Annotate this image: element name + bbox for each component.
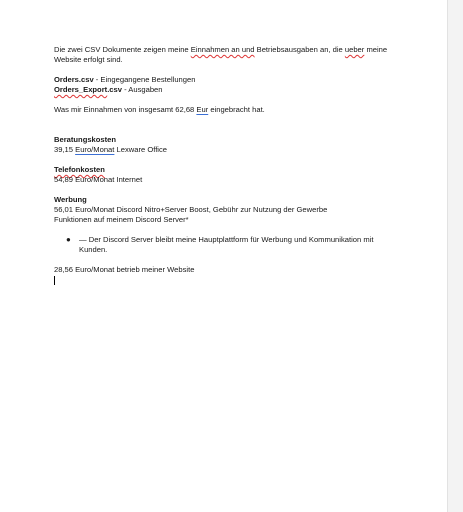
orders-file-name: Orders.csv (54, 75, 94, 84)
consulting-unit: Euro/Monat (75, 145, 115, 154)
export-file-desc: - Ausgaben (121, 85, 163, 94)
phone-heading: Telefonkosten (54, 165, 105, 174)
side-gutter (447, 0, 463, 512)
orders-file-desc: - Eingegangene Bestellungen (93, 75, 196, 84)
export-file-name: Orders_Export (54, 85, 108, 94)
consulting-heading: Beratungskosten (54, 135, 117, 144)
intro-text-3: meine Website erfolgt sind. (54, 45, 388, 64)
consulting-amount: 39,15 (54, 145, 76, 154)
income-text-2: eingebracht hat. (208, 105, 265, 114)
text-cursor (54, 276, 55, 285)
consulting-desc: Lexware Office (114, 145, 168, 154)
income-paragraph (54, 105, 404, 115)
document-body[interactable] (54, 45, 404, 285)
bullet-icon: ● (66, 235, 71, 244)
intro-text-2: Betriebsausgaben an, die (254, 45, 345, 54)
intro-paragraph (54, 45, 404, 65)
intro-text-1: Die zwei CSV Dokumente zeigen meine (54, 45, 191, 54)
export-file-line (54, 85, 404, 95)
website-line: 28,56 Euro/Monat betrieb meiner Website (54, 265, 195, 274)
income-text-1: Was mir Einnahmen von insgesamt 62,68 (54, 105, 197, 114)
phone-line: 54,89 Euro/Monat Internet (54, 175, 143, 184)
income-currency-word: Eur (196, 105, 209, 114)
advertising-bullet-text: — Der Discord Server bleibt meine Hauptplattform für Werbung und Kommunikation mit Kunden. (79, 235, 374, 254)
intro-spellcheck-phrase: Einnahmen an und (190, 45, 255, 54)
export-file-ext: .csv (107, 85, 122, 94)
orders-file-line (54, 75, 404, 85)
advertising-line: 56,01 Euro/Monat Discord Nitro+Server Boost, Gebühr zur Nutzung der Gewerbe Funktionen auf meinem Discord Server* (54, 205, 328, 224)
caret-line (54, 275, 404, 285)
consulting-line (54, 145, 404, 155)
advertising-heading: Werbung (54, 195, 87, 204)
intro-spellcheck-word: ueber (344, 45, 365, 54)
advertising-bullet (66, 235, 391, 255)
